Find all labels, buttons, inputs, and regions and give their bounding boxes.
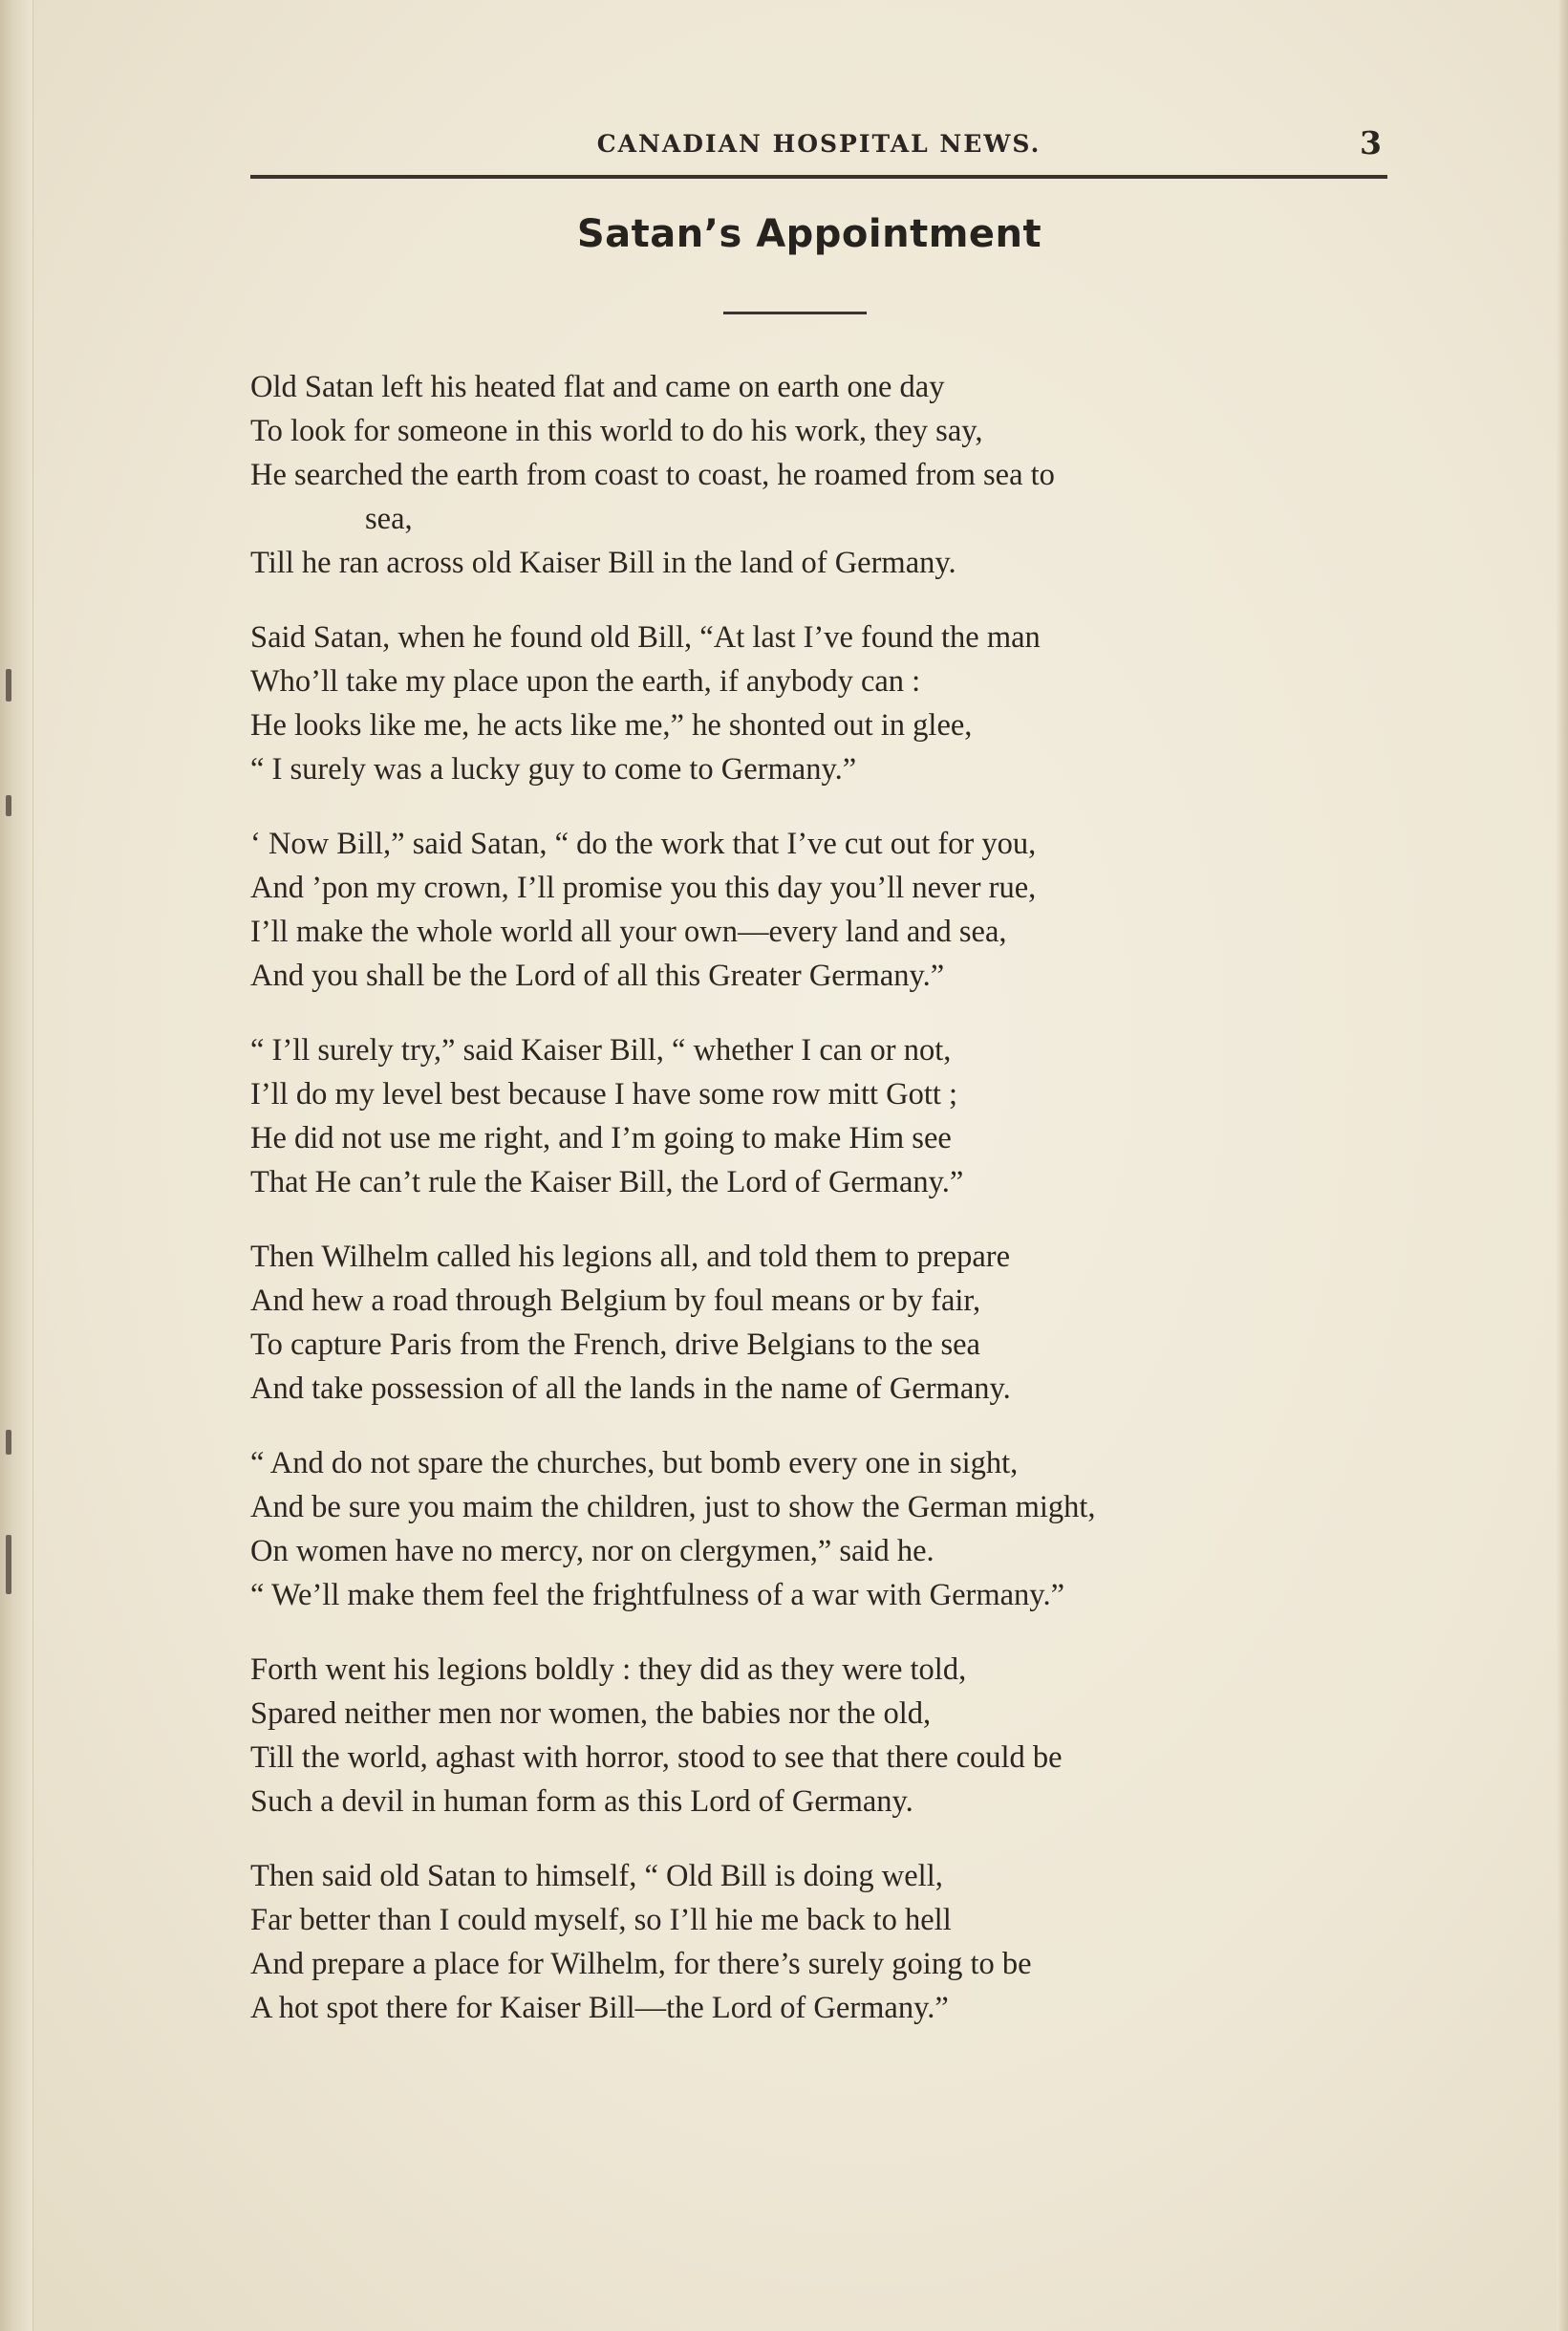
poem-line: ‘ Now Bill,” said Satan, “ do the work that I’ve cut out for you, [250, 827, 1037, 861]
header-rule [250, 175, 1387, 179]
poem-line: And hew a road through Belgium by foul means or by fair, [250, 1284, 981, 1318]
poem-line: Till the world, aghast with horror, stood to see that there could be [250, 1740, 1063, 1775]
poem-line: Spared neither men nor women, the babies nor the old, [250, 1696, 932, 1731]
poem-line: I’ll do my level best because I have some row mitt Gott ; [250, 1077, 958, 1112]
poem-line: “ I surely was a lucky guy to come to Germany.” [250, 752, 857, 787]
poem-line: To look for someone in this world to do his work, they say, [250, 414, 983, 448]
poem-line: Then Wilhelm called his legions all, and told them to prepare [250, 1240, 1011, 1274]
binding-mark [6, 795, 11, 816]
poem-line: On women have no mercy, nor on clergymen,” said he. [250, 1534, 934, 1568]
poem-line: And take possession of all the lands in the name of Germany. [250, 1371, 1011, 1406]
poem-line: And prepare a place for Wilhelm, for there’s surely going to be [250, 1947, 1032, 1981]
poem-line: He looks like me, he acts like me,” he shonted out in glee, [250, 708, 973, 743]
stanza [250, 365, 1426, 585]
poem-body [250, 365, 1426, 2061]
stanza [250, 1854, 1426, 2030]
page-edge [1557, 0, 1568, 2331]
title-rule [723, 312, 867, 314]
poem-line: Till he ran across old Kaiser Bill in the land of Germany. [250, 546, 956, 580]
stanza [250, 1648, 1426, 1824]
poem-line: And ’pon my crown, I’ll promise you this day you’ll never rue, [250, 871, 1037, 905]
publication-name: CANADIAN HOSPITAL NEWS. [596, 130, 1042, 158]
poem-line: Old Satan left his heated flat and came on earth one day [250, 370, 945, 404]
poem-line: Far better than I could myself, so I’ll hie me back to hell [250, 1903, 952, 1937]
book-spine [0, 0, 33, 2331]
poem-line: Then said old Satan to himself, “ Old Bill is doing well, [250, 1859, 943, 1893]
poem-line: I’ll make the whole world all your own—every land and sea, [250, 915, 1007, 949]
stanza [250, 1235, 1426, 1411]
poem-line: And be sure you maim the children, just to show the German might, [250, 1490, 1096, 1524]
binding-mark [6, 1535, 11, 1594]
poem-line: Such a devil in human form as this Lord of Germany. [250, 1784, 913, 1819]
poem-title: Satan’s Appointment [576, 212, 1042, 256]
poem-line: To capture Paris from the French, drive Belgians to the sea [250, 1327, 980, 1362]
binding-mark [6, 1430, 11, 1455]
poem-line: He did not use me right, and I’m going to make Him see [250, 1121, 952, 1155]
poem-line: That He can’t rule the Kaiser Bill, the Lord of Germany.” [250, 1165, 964, 1199]
poem-line: “ I’ll surely try,” said Kaiser Bill, “ whether I can or not, [250, 1033, 952, 1068]
binding-mark [6, 669, 11, 701]
stanza [250, 1028, 1426, 1204]
poem-line: He searched the earth from coast to coast, he roamed from sea to [250, 458, 1055, 492]
poem-line: sea, [365, 502, 413, 536]
stanza [250, 822, 1426, 998]
page-number: 3 [1360, 124, 1382, 162]
stanza [250, 1441, 1426, 1617]
poem-line: And you shall be the Lord of all this Greater Germany.” [250, 959, 945, 993]
poem-line: “ And do not spare the churches, but bomb every one in sight, [250, 1446, 1019, 1480]
poem-line: Who’ll take my place upon the earth, if anybody can : [250, 664, 921, 699]
poem-line: Forth went his legions boldly : they did as they were told, [250, 1652, 967, 1687]
stanza [250, 615, 1426, 791]
poem-line: A hot spot there for Kaiser Bill—the Lord of Germany.” [250, 1991, 949, 2025]
poem-line: “ We’ll make them feel the frightfulness of a war with Germany.” [250, 1578, 1064, 1612]
running-header [250, 124, 1387, 172]
poem-line: Said Satan, when he found old Bill, “At last I’ve found the man [250, 620, 1041, 655]
